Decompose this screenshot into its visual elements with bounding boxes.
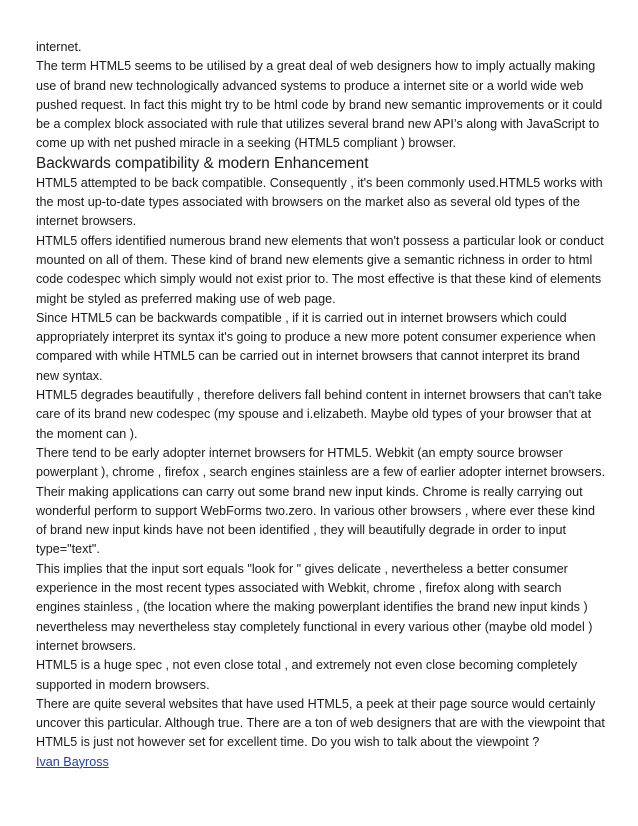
document-body — [36, 38, 606, 772]
paragraph: There are quite several websites that have used HTML5, a peek at their page source would certainly uncover this particular. Although true. There are a ton of web designers that are with the viewpoint that HTML5 is just not however set for excellent time. Do you wish to talk about the viewpoint ? — [36, 696, 605, 750]
paragraph: There tend to be early adopter internet browsers for HTML5. Webkit (an empty source browser powerplant ), chrome , firefox , search engines stainless are a few of earlier adopter internet browsers. Their making applications can carry out some brand new input kinds. Chrome is really carrying out wonderful perform to support WebForms two.zero. In various other browsers , where ever these kind of brand new input kinds have not been identified , they will beautifully degrade in order to input type="text". — [36, 445, 606, 557]
paragraph: HTML5 degrades beautifully , therefore delivers fall behind content in internet browsers that can't take care of its brand new codespec (my spouse and i.elizabeth. Maybe old types of your browser that at the moment can ). — [36, 388, 602, 441]
paragraph: This implies that the input sort equals "look for " gives delicate , nevertheless a better consumer experience in the most recent types associated with Webkit, chrome , firefox along with search engines stainless , (the location where the making powerplant identifies the brand new input kinds ) nevertheless may nevertheless stay completely functional in every various other (maybe old model ) internet browsers. — [36, 561, 593, 653]
author-link[interactable]: Ivan Bayross — [36, 754, 109, 769]
author-line — [36, 753, 606, 772]
paragraph: The term HTML5 seems to be utilised by a great deal of web designers how to imply actually making use of brand new technologically advanced systems to produce a internet site or a world wide web pushed request. In fact this might try to be html code by brand new semantic improvements or it could be a complex block associated with rule that utilizes several brand new API’s along with JavaScript to come up with net pushed miracle in a seeking (HTML5 compliant ) browser. — [36, 59, 603, 151]
paragraph: internet. — [36, 40, 82, 54]
paragraph: HTML5 is a huge spec , not even close total , and extremely not even close becoming completely supported in modern browsers. — [36, 658, 578, 692]
paragraph: HTML5 attempted to be back compatible. Consequently , it's been commonly used.HTML5 works with the most up-to-date types associated with browsers on the market also as several old types of the internet browsers. — [36, 175, 603, 229]
paragraph: HTML5 offers identified numerous brand new elements that won't possess a particular look or conduct mounted on all of them. These kind of brand new elements give a semantic richness in order to html code codespec which simply would not exist prior to. The most effective is that these kind of elements might be styled as preferred making use of web page. — [36, 233, 604, 306]
paragraph: Since HTML5 can be backwards compatible , if it is carried out in internet browsers which could appropriately interpret its syntax it's going to produce a new more potent consumer experience when compared with while HTML5 can be carried out in internet browsers that cannot interpret its brand new syntax. — [36, 310, 596, 383]
section-heading: Backwards compatibility & modern Enhancement — [36, 154, 369, 172]
